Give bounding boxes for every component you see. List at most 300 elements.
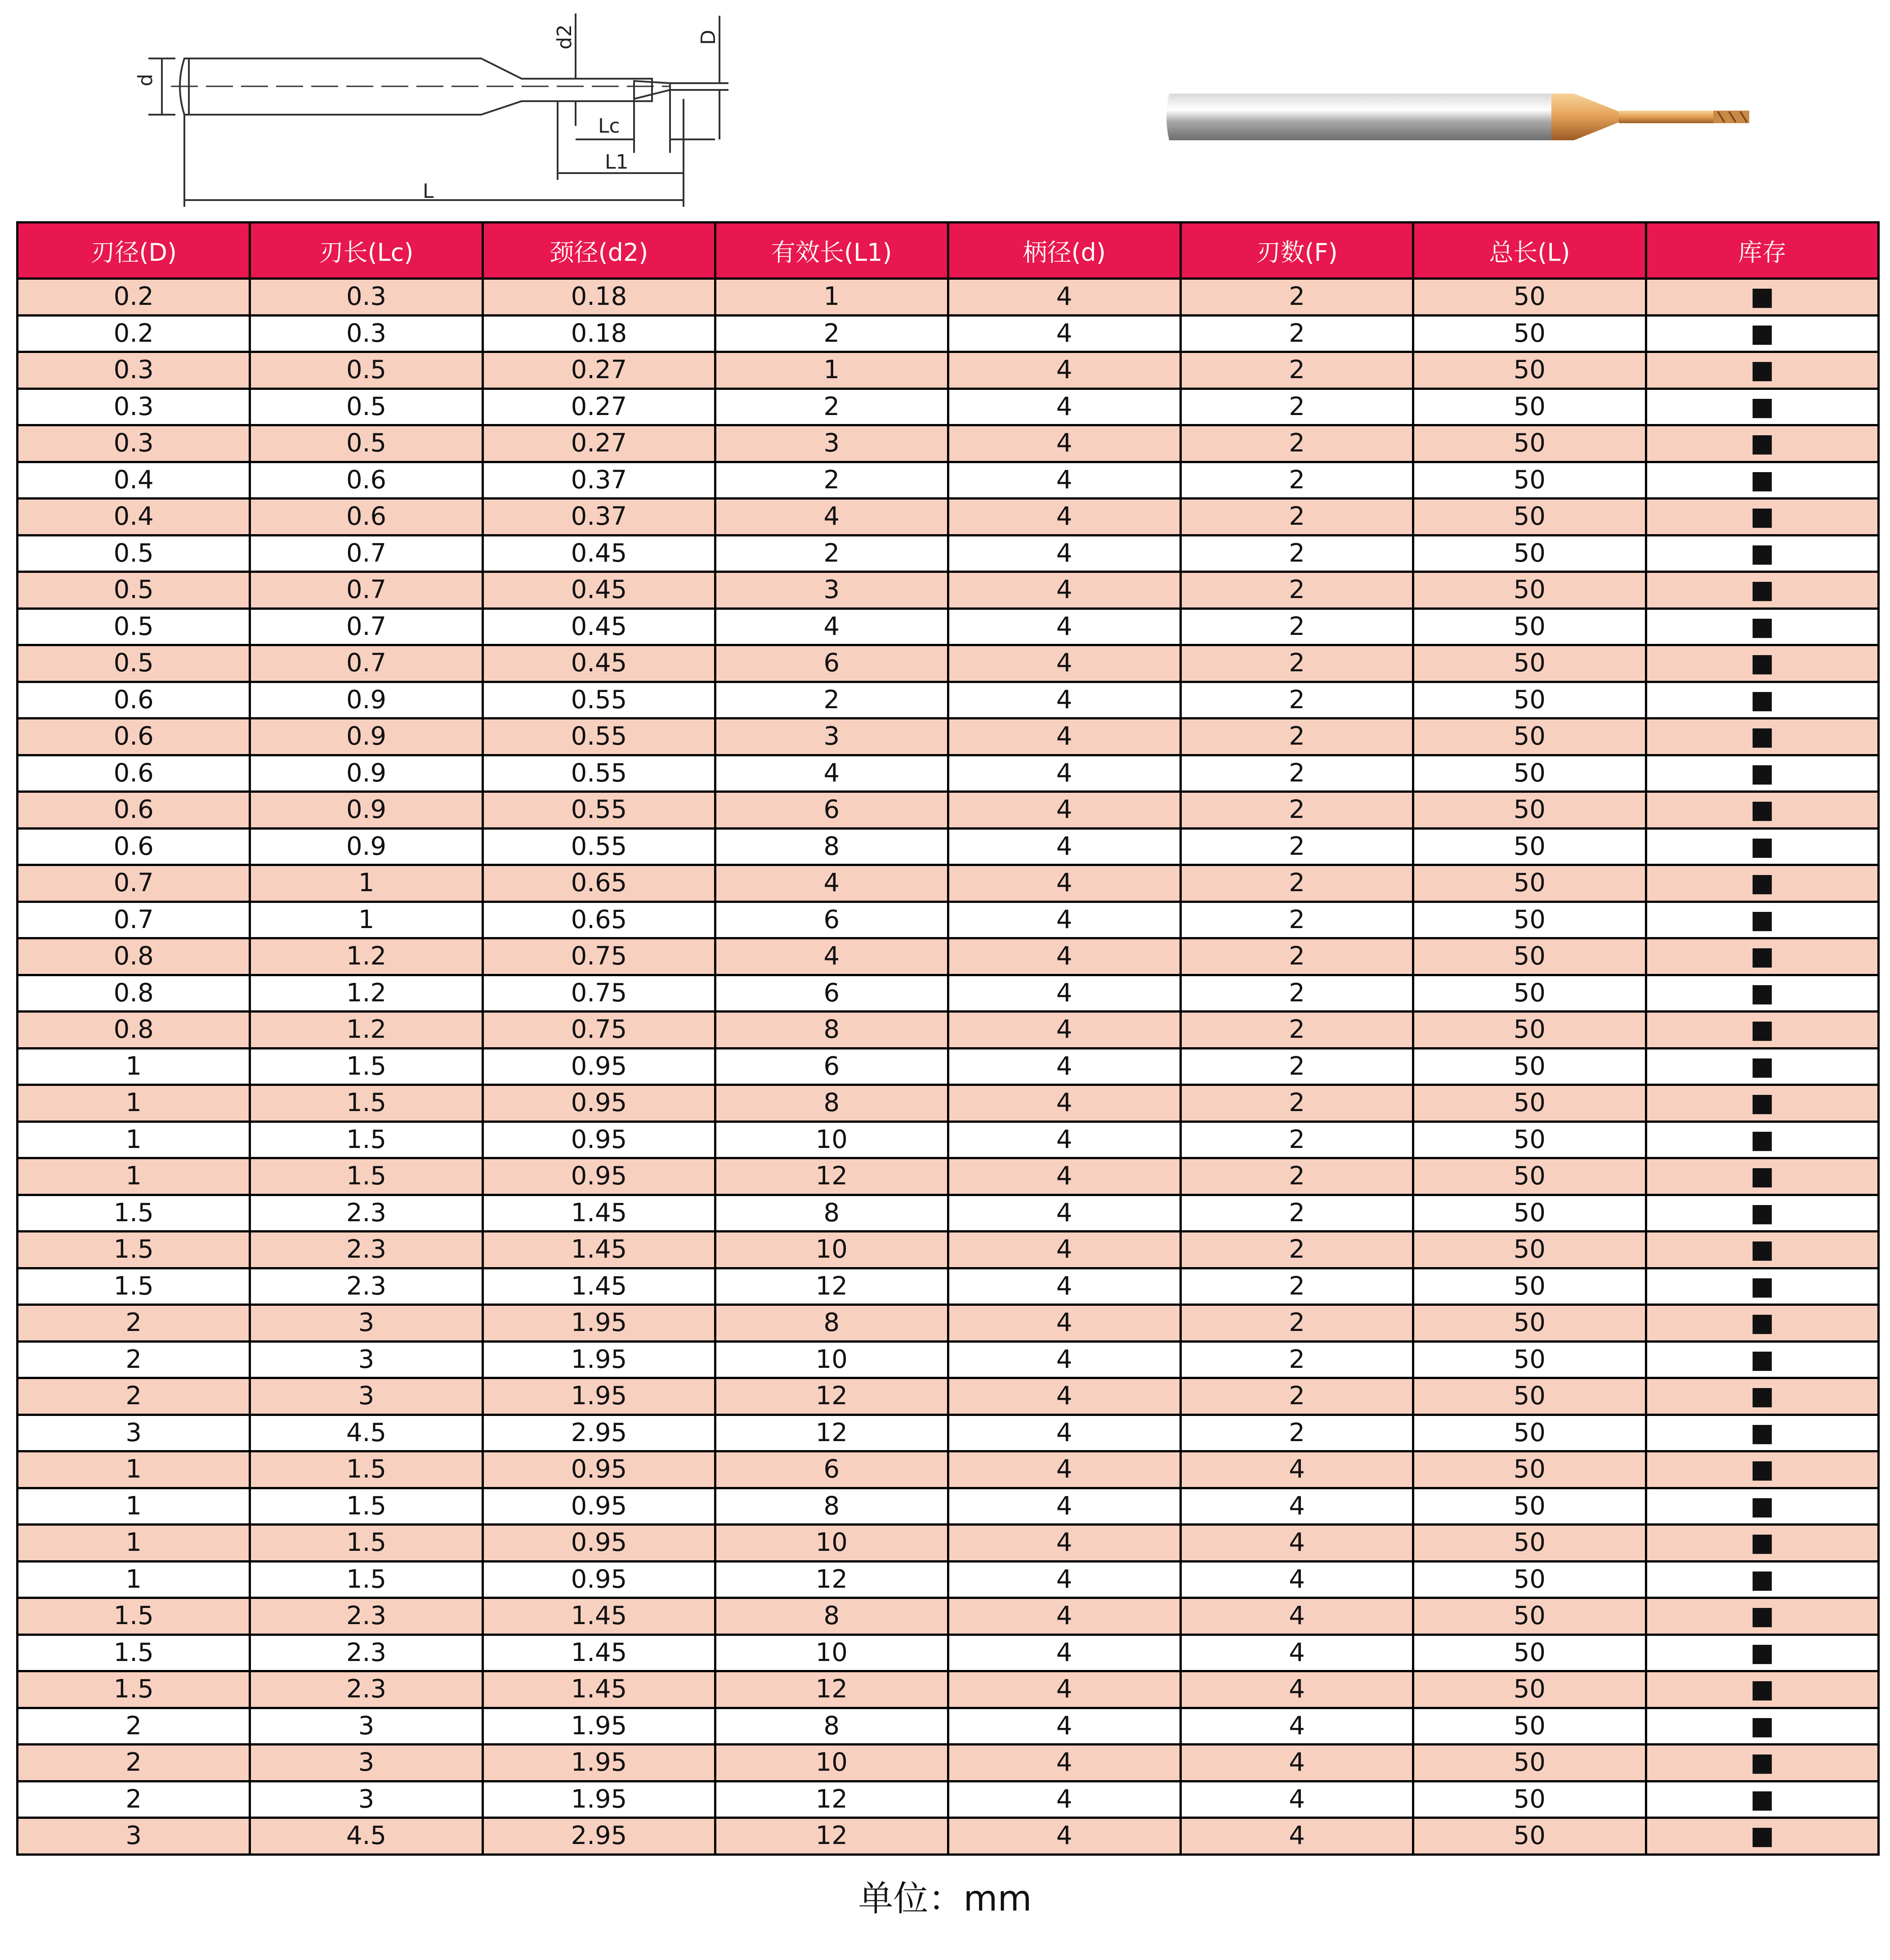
table-row	[18, 572, 1879, 609]
stock-indicator: ■	[1646, 1121, 1878, 1158]
table-cell: 1.2	[250, 1012, 483, 1049]
table-cell: 50	[1413, 1561, 1646, 1598]
table-cell: 2.95	[483, 1818, 715, 1855]
table-cell: 50	[1413, 792, 1646, 829]
table-row	[18, 279, 1879, 316]
table-cell: 0.6	[18, 719, 250, 755]
table-cell: 4	[948, 1525, 1180, 1562]
stock-indicator: ■	[1646, 1745, 1878, 1781]
stock-indicator: ■	[1646, 315, 1878, 352]
table-cell: 2.3	[250, 1232, 483, 1268]
table-cell: 1	[18, 1488, 250, 1525]
table-cell: 1	[18, 1085, 250, 1122]
table-cell: 2	[1180, 828, 1413, 865]
table-cell: 4	[715, 938, 948, 975]
table-cell: 4	[948, 1341, 1180, 1378]
stock-indicator: ■	[1646, 719, 1878, 755]
table-cell: 2	[1180, 1158, 1413, 1195]
table-cell: 1.5	[250, 1561, 483, 1598]
table-cell: 50	[1413, 1305, 1646, 1342]
table-cell: 0.5	[250, 352, 483, 389]
stock-indicator: ■	[1646, 938, 1878, 975]
table-cell: 2	[1180, 425, 1413, 462]
table-cell: 8	[715, 828, 948, 865]
label-L: L	[423, 180, 434, 203]
table-cell: 12	[715, 1158, 948, 1195]
table-cell: 12	[715, 1378, 948, 1415]
table-cell: 0.95	[483, 1085, 715, 1122]
table-cell: 4	[948, 1708, 1180, 1745]
table-cell: 0.95	[483, 1525, 715, 1562]
table-cell: 0.45	[483, 608, 715, 645]
table-cell: 4	[948, 1268, 1180, 1305]
table-cell: 4	[1180, 1818, 1413, 1855]
column-header: 颈径(d2)	[483, 223, 715, 279]
table-cell: 4	[948, 1195, 1180, 1232]
table-cell: 50	[1413, 425, 1646, 462]
table-cell: 2	[1180, 938, 1413, 975]
table-cell: 4	[948, 1561, 1180, 1598]
table-cell: 0.55	[483, 682, 715, 719]
table-cell: 12	[715, 1818, 948, 1855]
table-cell: 0.75	[483, 938, 715, 975]
table-cell: 2	[1180, 279, 1413, 316]
table-cell: 2	[1180, 1378, 1413, 1415]
table-cell: 2	[1180, 719, 1413, 755]
table-row	[18, 902, 1879, 938]
table-cell: 0.7	[250, 572, 483, 609]
stock-indicator: ■	[1646, 1012, 1878, 1049]
table-cell: 50	[1413, 1781, 1646, 1818]
table-row	[18, 1488, 1879, 1525]
table-cell: 50	[1413, 1341, 1646, 1378]
table-cell: 1.5	[18, 1671, 250, 1708]
table-cell: 50	[1413, 535, 1646, 572]
table-cell: 2	[18, 1341, 250, 1378]
stock-indicator: ■	[1646, 1341, 1878, 1378]
table-cell: 4	[948, 1598, 1180, 1635]
table-cell: 3	[18, 1415, 250, 1451]
table-cell: 50	[1413, 1268, 1646, 1305]
table-cell: 12	[715, 1671, 948, 1708]
table-cell: 1.5	[250, 1525, 483, 1562]
table-cell: 0.37	[483, 499, 715, 536]
stock-indicator: ■	[1646, 865, 1878, 902]
table-cell: 4	[948, 1012, 1180, 1049]
table-cell: 4.5	[250, 1818, 483, 1855]
table-cell: 1	[250, 902, 483, 938]
table-cell: 8	[715, 1195, 948, 1232]
table-row	[18, 352, 1879, 389]
table-cell: 1.5	[250, 1121, 483, 1158]
table-cell: 1.45	[483, 1268, 715, 1305]
table-row	[18, 719, 1879, 755]
table-cell: 0.5	[18, 608, 250, 645]
stock-indicator: ■	[1646, 1195, 1878, 1232]
table-cell: 0.9	[250, 828, 483, 865]
column-header: 刃径(D)	[18, 223, 250, 279]
table-cell: 4	[948, 279, 1180, 316]
table-cell: 4	[948, 682, 1180, 719]
table-cell: 2	[18, 1708, 250, 1745]
table-cell: 2	[1180, 1341, 1413, 1378]
label-D: D	[697, 30, 720, 45]
stock-indicator: ■	[1646, 352, 1878, 389]
table-cell: 2	[1180, 1305, 1413, 1342]
product-photo	[1160, 76, 1763, 157]
table-cell: 50	[1413, 1158, 1646, 1195]
table-cell: 50	[1413, 719, 1646, 755]
table-cell: 4	[948, 388, 1180, 425]
table-cell: 0.7	[18, 902, 250, 938]
stock-indicator: ■	[1646, 792, 1878, 829]
table-cell: 1.5	[18, 1195, 250, 1232]
table-cell: 1.5	[250, 1488, 483, 1525]
table-cell: 6	[715, 1451, 948, 1488]
table-cell: 3	[250, 1341, 483, 1378]
table-cell: 4	[948, 462, 1180, 499]
table-row	[18, 645, 1879, 682]
table-cell: 0.5	[18, 535, 250, 572]
table-cell: 1.95	[483, 1745, 715, 1781]
stock-indicator: ■	[1646, 499, 1878, 536]
table-cell: 2	[1180, 1232, 1413, 1268]
table-row	[18, 682, 1879, 719]
table-cell: 4	[948, 1671, 1180, 1708]
table-cell: 4	[1180, 1598, 1413, 1635]
stock-indicator: ■	[1646, 755, 1878, 792]
table-cell: 2.3	[250, 1195, 483, 1232]
table-cell: 4	[948, 792, 1180, 829]
table-cell: 4	[948, 352, 1180, 389]
table-cell: 50	[1413, 1378, 1646, 1415]
stock-indicator: ■	[1646, 1451, 1878, 1488]
table-cell: 0.2	[18, 315, 250, 352]
table-cell: 4	[948, 755, 1180, 792]
table-cell: 0.4	[18, 462, 250, 499]
table-cell: 2	[715, 388, 948, 425]
column-header: 总长(L)	[1413, 223, 1646, 279]
table-cell: 1.95	[483, 1708, 715, 1745]
table-cell: 6	[715, 1048, 948, 1085]
table-cell: 2	[1180, 535, 1413, 572]
table-cell: 6	[715, 975, 948, 1012]
stock-indicator: ■	[1646, 1085, 1878, 1122]
label-d: d	[134, 74, 157, 86]
table-cell: 50	[1413, 1085, 1646, 1122]
table-cell: 4	[948, 1232, 1180, 1268]
table-cell: 1.95	[483, 1305, 715, 1342]
table-row	[18, 938, 1879, 975]
table-row	[18, 755, 1879, 792]
stock-indicator: ■	[1646, 1598, 1878, 1635]
table-cell: 0.45	[483, 535, 715, 572]
table-cell: 1.2	[250, 975, 483, 1012]
table-cell: 0.18	[483, 315, 715, 352]
table-cell: 1.45	[483, 1598, 715, 1635]
table-cell: 50	[1413, 1598, 1646, 1635]
table-row	[18, 1451, 1879, 1488]
table-cell: 50	[1413, 828, 1646, 865]
table-cell: 3	[715, 572, 948, 609]
table-cell: 50	[1413, 1708, 1646, 1745]
table-cell: 2	[1180, 499, 1413, 536]
table-cell: 6	[715, 902, 948, 938]
table-cell: 50	[1413, 1232, 1646, 1268]
table-cell: 2	[18, 1378, 250, 1415]
table-cell: 50	[1413, 1525, 1646, 1562]
table-cell: 4	[1180, 1745, 1413, 1781]
table-row	[18, 828, 1879, 865]
table-cell: 50	[1413, 1671, 1646, 1708]
table-cell: 50	[1413, 1818, 1646, 1855]
table-cell: 0.5	[250, 425, 483, 462]
stock-indicator: ■	[1646, 682, 1878, 719]
table-row	[18, 462, 1879, 499]
table-cell: 2	[1180, 462, 1413, 499]
table-cell: 2.95	[483, 1415, 715, 1451]
table-cell: 4	[948, 1378, 1180, 1415]
table-cell: 4	[715, 608, 948, 645]
table-cell: 50	[1413, 682, 1646, 719]
table-cell: 3	[250, 1305, 483, 1342]
table-row	[18, 388, 1879, 425]
column-header: 柄径(d)	[948, 223, 1180, 279]
table-row	[18, 1378, 1879, 1415]
table-cell: 8	[715, 1085, 948, 1122]
table-row	[18, 1598, 1879, 1635]
table-cell: 1.5	[250, 1085, 483, 1122]
stock-indicator: ■	[1646, 1158, 1878, 1195]
table-cell: 10	[715, 1341, 948, 1378]
table-cell: 12	[715, 1415, 948, 1451]
table-cell: 0.95	[483, 1488, 715, 1525]
table-cell: 4	[948, 1305, 1180, 1342]
table-cell: 2	[1180, 352, 1413, 389]
table-row	[18, 1708, 1879, 1745]
table-cell: 2	[715, 535, 948, 572]
table-cell: 4	[948, 1451, 1180, 1488]
table-row	[18, 1525, 1879, 1562]
table-cell: 2	[1180, 315, 1413, 352]
table-cell: 0.95	[483, 1561, 715, 1598]
table-cell: 50	[1413, 1634, 1646, 1671]
table-cell: 0.95	[483, 1451, 715, 1488]
stock-indicator: ■	[1646, 1708, 1878, 1745]
table-row	[18, 425, 1879, 462]
table-cell: 0.6	[18, 755, 250, 792]
stock-indicator: ■	[1646, 1415, 1878, 1451]
table-cell: 3	[250, 1708, 483, 1745]
table-cell: 0.6	[250, 462, 483, 499]
table-cell: 0.5	[250, 388, 483, 425]
table-cell: 50	[1413, 975, 1646, 1012]
table-cell: 0.27	[483, 425, 715, 462]
table-cell: 4	[948, 828, 1180, 865]
table-cell: 0.75	[483, 975, 715, 1012]
table-cell: 50	[1413, 1012, 1646, 1049]
table-row	[18, 1634, 1879, 1671]
table-cell: 4	[948, 608, 1180, 645]
table-cell: 0.3	[18, 425, 250, 462]
table-cell: 0.5	[18, 572, 250, 609]
photo-neck	[1551, 94, 1619, 140]
column-header: 刃数(F)	[1180, 223, 1413, 279]
table-cell: 0.7	[250, 645, 483, 682]
stock-indicator: ■	[1646, 1781, 1878, 1818]
table-cell: 4	[948, 1048, 1180, 1085]
table-cell: 0.95	[483, 1158, 715, 1195]
table-cell: 10	[715, 1525, 948, 1562]
table-cell: 50	[1413, 1745, 1646, 1781]
stock-indicator: ■	[1646, 1525, 1878, 1562]
table-cell: 4	[948, 425, 1180, 462]
table-cell: 0.9	[250, 792, 483, 829]
table-cell: 0.6	[18, 828, 250, 865]
stock-indicator: ■	[1646, 1634, 1878, 1671]
stock-indicator: ■	[1646, 608, 1878, 645]
table-cell: 2	[1180, 608, 1413, 645]
unit-label: 单位：mm	[858, 1879, 1032, 1919]
stock-indicator: ■	[1646, 572, 1878, 609]
table-row	[18, 315, 1879, 352]
table-cell: 50	[1413, 462, 1646, 499]
table-row	[18, 1341, 1879, 1378]
table-cell: 4	[948, 865, 1180, 902]
stock-indicator: ■	[1646, 828, 1878, 865]
table-cell: 3	[250, 1378, 483, 1415]
table-cell: 1.45	[483, 1195, 715, 1232]
stock-indicator: ■	[1646, 975, 1878, 1012]
table-cell: 50	[1413, 315, 1646, 352]
table-cell: 0.27	[483, 388, 715, 425]
table-cell: 1	[18, 1525, 250, 1562]
table-cell: 50	[1413, 938, 1646, 975]
table-cell: 0.5	[18, 645, 250, 682]
table-cell: 0.6	[250, 499, 483, 536]
table-cell: 2	[1180, 1048, 1413, 1085]
table-cell: 12	[715, 1268, 948, 1305]
stock-indicator: ■	[1646, 535, 1878, 572]
table-cell: 4	[715, 865, 948, 902]
table-cell: 0.45	[483, 572, 715, 609]
table-cell: 2	[1180, 1268, 1413, 1305]
table-row	[18, 1085, 1879, 1122]
table-cell: 50	[1413, 388, 1646, 425]
table-cell: 4	[1180, 1525, 1413, 1562]
table-cell: 50	[1413, 1195, 1646, 1232]
table-cell: 50	[1413, 865, 1646, 902]
table-cell: 1.2	[250, 938, 483, 975]
table-cell: 0.95	[483, 1121, 715, 1158]
table-row	[18, 865, 1879, 902]
table-cell: 50	[1413, 645, 1646, 682]
table-cell: 2	[1180, 1085, 1413, 1122]
table-row	[18, 1415, 1879, 1451]
table-row	[18, 1232, 1879, 1268]
table-row	[18, 608, 1879, 645]
column-header: 库存	[1646, 223, 1878, 279]
table-cell: 0.9	[250, 682, 483, 719]
table-cell: 12	[715, 1561, 948, 1598]
column-header: 有效长(L1)	[715, 223, 948, 279]
table-cell: 2	[1180, 975, 1413, 1012]
table-cell: 1.45	[483, 1232, 715, 1268]
table-cell: 4	[948, 1818, 1180, 1855]
table-cell: 0.7	[18, 865, 250, 902]
table-cell: 10	[715, 1745, 948, 1781]
table-cell: 2	[1180, 682, 1413, 719]
table-cell: 0.3	[250, 279, 483, 316]
table-cell: 0.75	[483, 1012, 715, 1049]
table-cell: 4	[948, 315, 1180, 352]
table-cell: 2.3	[250, 1634, 483, 1671]
table-cell: 0.8	[18, 975, 250, 1012]
table-cell: 0.18	[483, 279, 715, 316]
table-cell: 4.5	[250, 1415, 483, 1451]
table-row	[18, 499, 1879, 536]
table-cell: 8	[715, 1012, 948, 1049]
table-cell: 50	[1413, 608, 1646, 645]
table-cell: 1.95	[483, 1781, 715, 1818]
table-cell: 2.3	[250, 1268, 483, 1305]
label-Lc: Lc	[598, 115, 620, 138]
table-row	[18, 1781, 1879, 1818]
table-row	[18, 1048, 1879, 1085]
table-cell: 4	[1180, 1561, 1413, 1598]
table-cell: 2	[1180, 645, 1413, 682]
table-cell: 0.8	[18, 938, 250, 975]
table-cell: 1.45	[483, 1671, 715, 1708]
stock-indicator: ■	[1646, 279, 1878, 316]
table-cell: 50	[1413, 755, 1646, 792]
table-cell: 2.3	[250, 1598, 483, 1635]
table-cell: 50	[1413, 279, 1646, 316]
table-cell: 0.55	[483, 719, 715, 755]
stock-indicator: ■	[1646, 1232, 1878, 1268]
table-cell: 50	[1413, 1048, 1646, 1085]
table-cell: 0.9	[250, 755, 483, 792]
table-cell: 50	[1413, 902, 1646, 938]
table-row	[18, 1305, 1879, 1342]
photo-shank	[1166, 94, 1551, 140]
table-cell: 2	[1180, 1012, 1413, 1049]
table-cell: 3	[250, 1781, 483, 1818]
table-cell: 0.6	[18, 792, 250, 829]
stock-indicator: ■	[1646, 902, 1878, 938]
table-cell: 2	[1180, 792, 1413, 829]
table-cell: 4	[948, 1158, 1180, 1195]
stock-indicator: ■	[1646, 1048, 1878, 1085]
table-cell: 0.55	[483, 828, 715, 865]
table-cell: 4	[948, 1781, 1180, 1818]
table-cell: 6	[715, 645, 948, 682]
table-cell: 2	[715, 315, 948, 352]
table-cell: 8	[715, 1598, 948, 1635]
table-row	[18, 792, 1879, 829]
table-cell: 1.5	[18, 1268, 250, 1305]
table-row	[18, 1745, 1879, 1781]
table-cell: 4	[715, 499, 948, 536]
table-cell: 0.45	[483, 645, 715, 682]
table-cell: 50	[1413, 572, 1646, 609]
table-cell: 1	[715, 352, 948, 389]
table-cell: 2	[1180, 388, 1413, 425]
table-cell: 0.9	[250, 719, 483, 755]
table-cell: 12	[715, 1781, 948, 1818]
table-cell: 4	[948, 645, 1180, 682]
table-cell: 4	[1180, 1708, 1413, 1745]
